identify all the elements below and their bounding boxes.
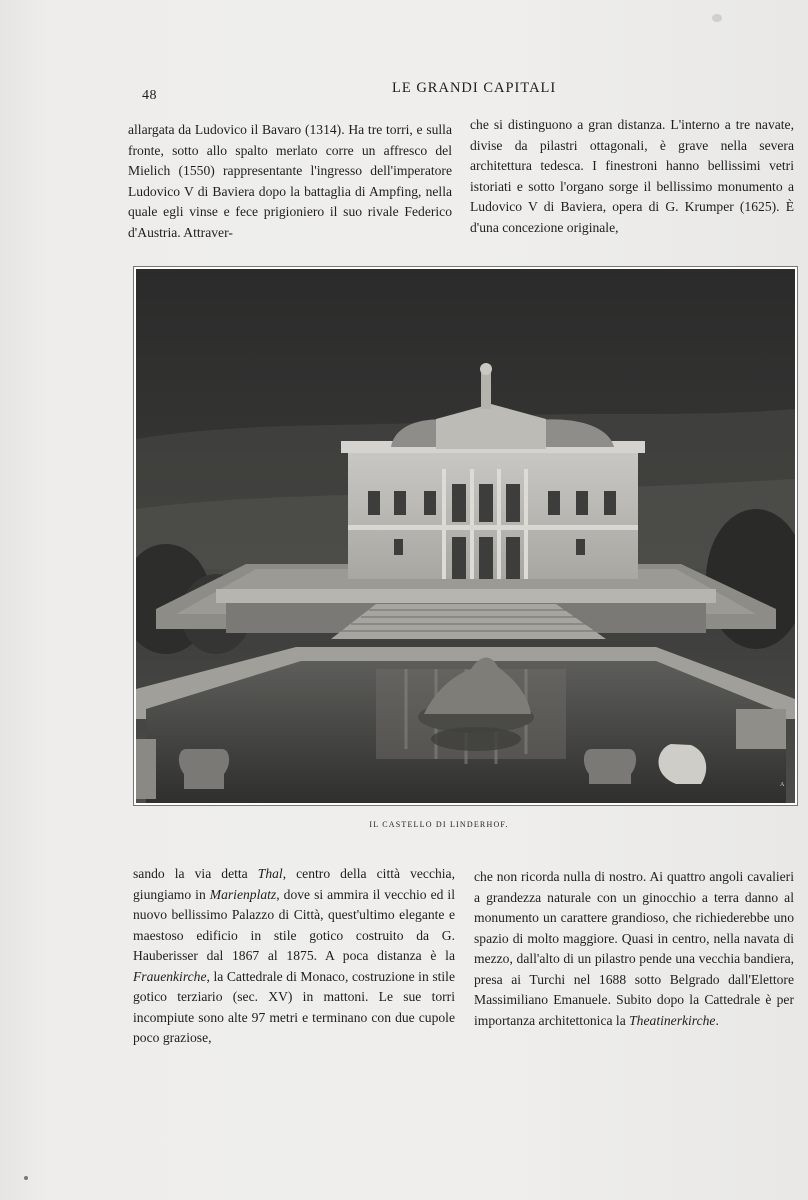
bottom-right-paragraph — [474, 867, 794, 1031]
top-left-paragraph: allargata da Ludovico il Bavaro (1314). Ha tre torri, e sulla fronte, sotto allo spalto merlato corre un affresco del Mielich (1550) rappresentante l'ingresso dell'imperatore Ludovico V di Baviera dopo la battaglia di Ampfing, nella quale egli vinse e fece prigioniero il suo rivale Federico d'Austria. Attraver- — [128, 122, 452, 240]
linderhof-castle-image — [136, 269, 795, 803]
top-left-column — [128, 120, 452, 243]
text-run: . — [715, 1012, 719, 1028]
bottom-left-column — [133, 864, 455, 1049]
street-name-thal: Thal — [257, 866, 283, 881]
paper-speck — [24, 1176, 28, 1180]
text-run: , centro della città vecchia, giungiamo in — [133, 866, 455, 902]
figure-caption: IL CASTELLO DI LINDERHOF. — [369, 820, 509, 829]
square-name-marienplatz: Marienplatz — [209, 886, 277, 902]
text-run: sando la via detta — [133, 866, 258, 881]
bottom-left-paragraph — [133, 864, 455, 1049]
top-right-paragraph: che si distinguono a gran distanza. L'interno a tre navate, divise da pilastri ottagonali, è grave nella severa architettura tedesca. I finestroni hanno bellissimi vetri istoriati e sotto l'organo sorge il bellissimo monumento a Ludovico V di Baviera, opera di G. Krumper (1625). È d'una concezione originale, — [470, 117, 794, 235]
church-name-frauenkirche: Frauenkirche — [133, 968, 207, 984]
top-right-column — [470, 115, 794, 238]
paper-speck — [712, 14, 722, 22]
photo-credit-mark: A — [780, 782, 785, 788]
text-run: , la Cattedrale di Monaco, costruzione in stile gotico terziario (sec. XV) in mattoni. Le sue torri incompiute sono alte 97 metri e terminano con due cupole poco graziose, — [133, 968, 455, 1045]
running-title: LE GRANDI CAPITALI — [392, 80, 557, 96]
bottom-right-column — [474, 867, 794, 1031]
castle-photograph — [133, 266, 798, 806]
text-run: che non ricorda nulla di nostro. Ai quattro angoli cavalieri a grandezza naturale con un ginocchio a terra danno al monumento un carattere grandioso, che richiederebbe uno spazio di molto maggiore. Quasi in centro, nella navata di mezzo, dall'alto di un pilastro pende una vecchia bandiera, presa ai Turchi nel 1688 sotto Belgrado dall'Elettore Massimiliano Emanuele. Subito dopo la Cattedrale è per importanza architettonica la — [474, 869, 794, 1028]
page-number: 48 — [142, 88, 157, 103]
church-name-theatinerkirche: Theatinerkirche — [629, 1012, 716, 1028]
text-run: , dove si ammira il vecchio ed il nuovo bellissimo Palazzo di Città, quest'ultimo elegante e maestoso edificio in stile gotico costruito da G. Hauberisser dal 1867 al 1875. A poca distanza è la — [133, 886, 455, 963]
